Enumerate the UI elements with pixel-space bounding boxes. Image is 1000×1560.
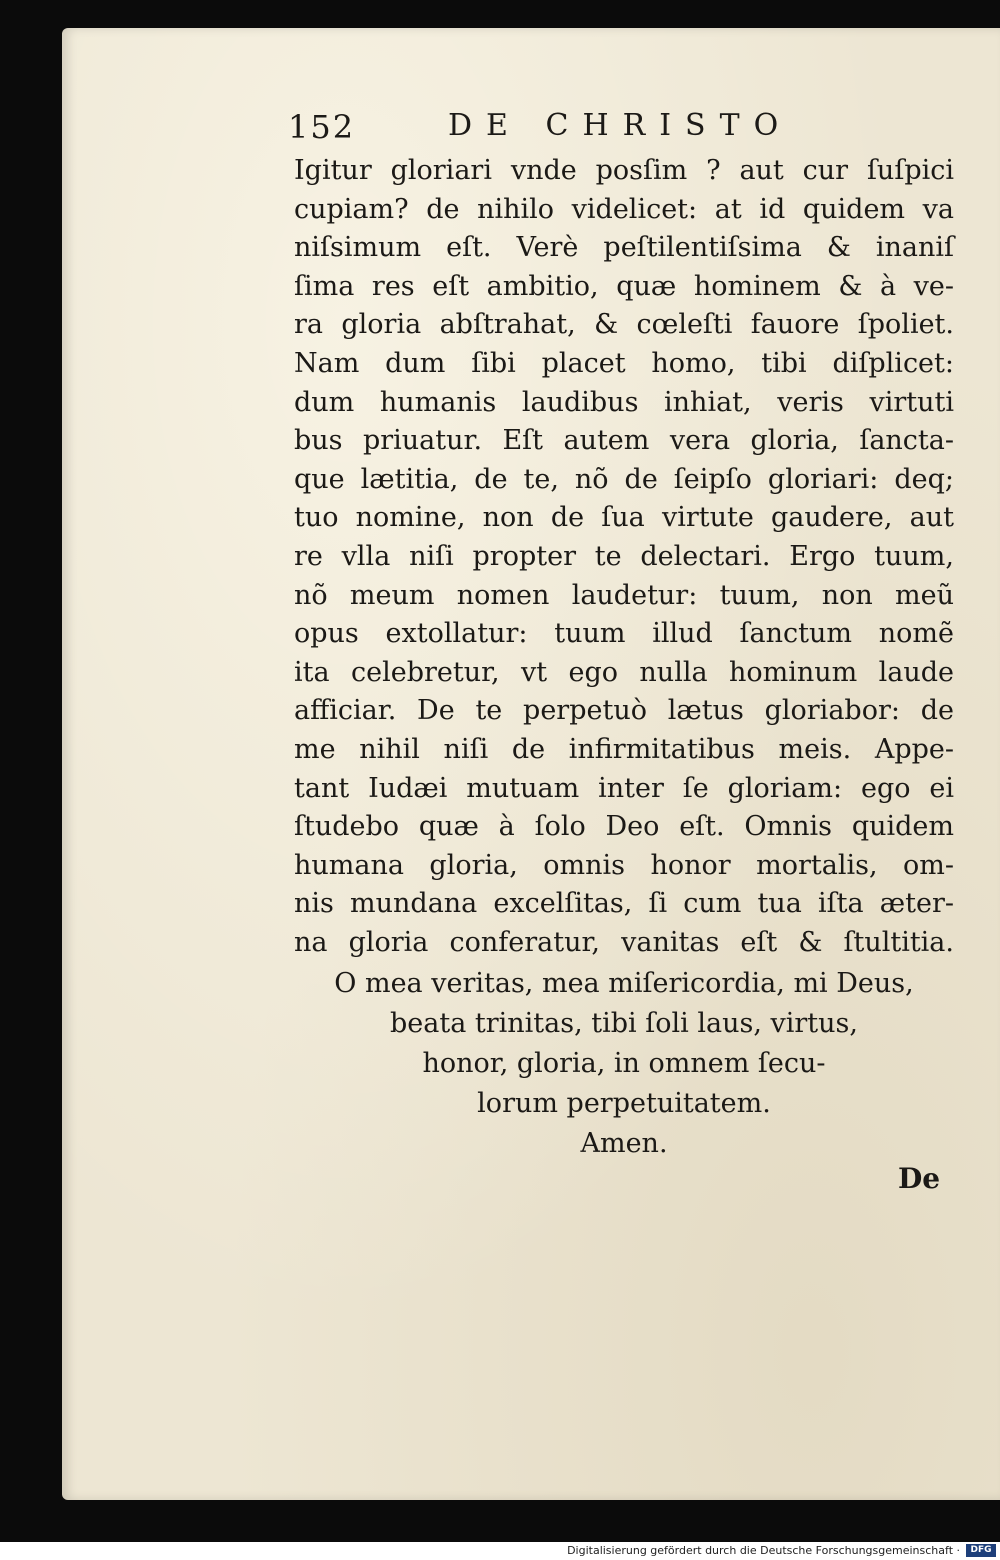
- text-line: Nam dum ſibi placet homo, tibi diſplicet:: [294, 347, 954, 379]
- closing-line: lorum perpetuitatem.: [477, 1088, 771, 1119]
- footer-bar: [0, 1542, 1000, 1560]
- closing-line: Amen.: [580, 1128, 668, 1159]
- text-line: opus extollatur: tuum illud ſanctum nomẽ: [294, 618, 954, 650]
- text-line: humana gloria, omnis honor mortalis, om-: [294, 849, 954, 881]
- funding-credit: Digitalisierung gefördert durch die Deutsche Forschungsgemeinschaft ·: [567, 1544, 960, 1557]
- page-number: 152: [288, 108, 356, 146]
- text-line: na gloria conferatur, vanitas eſt & ſtultitia.: [294, 926, 954, 958]
- text-line: nis mundana excelſitas, ſi cum tua iſta æter-: [294, 888, 954, 920]
- text-line: me nihil niſi de infirmitatibus meis. Appe-: [294, 733, 954, 765]
- text-line: ra gloria abſtrahat, & cœleſti fauore ſpoliet.: [294, 309, 954, 341]
- closing-doxology: [294, 964, 954, 1164]
- text-line: ſtudebo quæ à ſolo Deo eſt. Omnis quidem: [294, 811, 954, 843]
- dfg-logo: DFG: [966, 1544, 996, 1557]
- page-header: [288, 108, 808, 152]
- text-line: ita celebretur, vt ego nulla hominum laude: [294, 656, 954, 688]
- text-line: afficiar. De te perpetuò lætus gloriabor: de: [294, 695, 954, 727]
- text-line: tuo nomine, non de ſua virtute gaudere, aut: [294, 502, 954, 534]
- closing-line: O mea veritas, mea miſericordia, mi Deus,: [334, 968, 914, 999]
- text-line: re vlla niſi propter te delectari. Ergo tuum,: [294, 540, 954, 572]
- text-line: ſima res eſt ambitio, quæ hominem & à ve-: [294, 270, 954, 302]
- closing-line: honor, gloria, in omnem ſecu-: [422, 1048, 826, 1079]
- text-line: tant Iudæi mutuam inter ſe gloriam: ego ei: [294, 772, 954, 804]
- text-line: nõ meum nomen laudetur: tuum, non meũ: [294, 579, 954, 611]
- body-text: [294, 152, 954, 962]
- text-line: niſsimum eſt. Verè peſtilentiſsima & inaniſ: [294, 232, 954, 264]
- text-line: Igitur gloriari vnde posſim ? aut cur ſuſpici: [294, 155, 954, 186]
- closing-line: beata trinitas, tibi ſoli laus, virtus,: [390, 1008, 858, 1039]
- text-line: que lætitia, de te, nõ de ſeipſo gloriari: deq;: [294, 463, 954, 495]
- running-title: DE CHRISTO: [448, 108, 793, 143]
- text-line: bus priuatur. Eſt autem vera gloria, ſancta-: [294, 425, 954, 457]
- catchword: De: [898, 1162, 941, 1195]
- text-line: cupiam? de nihilo videlicet: at id quidem va: [294, 193, 954, 225]
- text-line: dum humanis laudibus inhiat, veris virtuti: [294, 386, 954, 418]
